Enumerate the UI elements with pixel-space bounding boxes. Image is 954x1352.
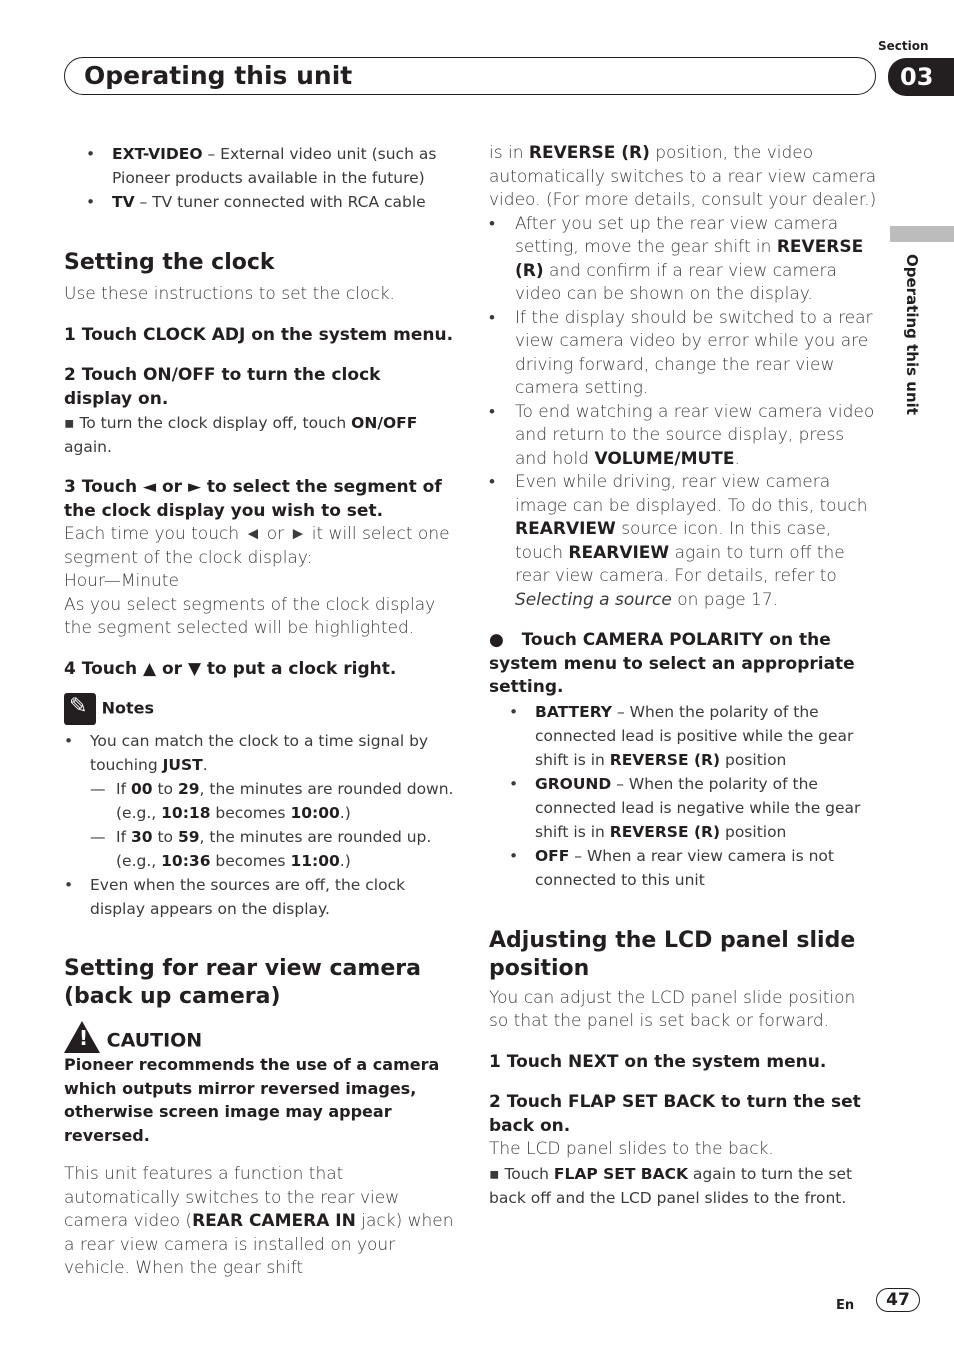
notes-header: ✎ Notes	[64, 693, 454, 725]
clock-step-3-body: Hour—Minute	[64, 571, 179, 591]
lcd-body: The LCD panel slides to the back.	[489, 1139, 774, 1159]
left-column	[64, 142, 454, 1281]
side-tab-label: Operating this unit	[903, 254, 921, 415]
clock-step-2: 2 Touch ON/OFF to turn the clock display on.	[64, 365, 381, 409]
clock-heading: Setting the clock	[64, 250, 275, 275]
lcd-note: ▪ Touch FLAP SET BACK again to turn the set back off and the LCD panel slides to the front.	[489, 1164, 853, 1207]
camera-body: This unit features a function that automatically switches to the rear view camera video (REAR CAMERA IN jack) when a rear view camera is installed on your vehicle. When the gear shift	[64, 1164, 454, 1278]
caution-header: ! CAUTION	[64, 1021, 454, 1053]
language-label: En	[836, 1298, 855, 1313]
lcd-heading: Adjusting the LCD panel slide position	[489, 927, 856, 981]
note-sub-item: — If 00 to 29, the minutes are rounded down. (e.g., 10:18 becomes 10:00.)	[90, 780, 454, 822]
lcd-step-2: 2 Touch FLAP SET BACK to turn the set back on.	[489, 1092, 861, 1136]
side-tab-marker	[890, 226, 954, 242]
caution-text: Pioneer recommends the use of a camera which outputs mirror reversed images, otherwise screen image may appear reversed.	[64, 1055, 440, 1145]
polarity-option: • BATTERY – When the polarity of the connected lead is positive while the gear shift is in REVERSE (R) position	[509, 702, 854, 769]
polarity-option: • OFF – When a rear view camera is not connected to this unit	[509, 846, 834, 889]
list-item: • If the display should be switched to a rear view camera video by error while you are driving forward, change the rear view camera setting.	[489, 307, 873, 398]
right-column	[489, 142, 879, 1210]
list-item: • To end watching a rear view camera video and return to the source display, press and hold VOLUME/MUTE.	[489, 401, 875, 469]
note-item: • Even when the sources are off, the clock display appears on the display.	[64, 876, 406, 918]
polarity-step: ● Touch CAMERA POLARITY on the system menu to select an appropriate setting.	[489, 630, 855, 697]
note-pencil-icon	[64, 693, 96, 725]
lcd-intro: You can adjust the LCD panel slide position so that the panel is set back or forward.	[489, 987, 856, 1031]
lcd-step-1: 1 Touch NEXT on the system menu.	[489, 1051, 827, 1072]
clock-step-3-body: Each time you touch ◄ or ► it will select one segment of the clock display:	[64, 524, 450, 568]
clock-step-3-body: As you select segments of the clock display the segment selected will be highlighted.	[64, 594, 436, 638]
section-number: 03	[888, 58, 954, 96]
camera-body-cont: is in REVERSE (R) position, the video automatically switches to a rear view camera video. (For more details, consult your dealer.)	[489, 143, 877, 210]
clock-step-4: 4 Touch ▲ or ▼ to put a clock right.	[64, 658, 397, 679]
warning-icon: !	[64, 1021, 100, 1053]
clock-step-1: 1 Touch CLOCK ADJ on the system menu.	[64, 324, 454, 345]
camera-heading: Setting for rear view camera (back up camera)	[64, 956, 421, 1009]
page-title: Operating this unit	[84, 61, 353, 90]
note-sub-item: — If 30 to 59, the minutes are rounded up. (e.g., 10:36 becomes 11:00.)	[90, 828, 432, 870]
clock-step-3: 3 Touch ◄ or ► to select the segment of the clock display you wish to set.	[64, 477, 442, 521]
list-item: • After you set up the rear view camera setting, move the gear shift in REVERSE (R) and confirm if a rear view camera video can be shown on the display.	[489, 213, 864, 304]
list-item: • Even while driving, rear view camera image can be displayed. To do this, touch REARVIEW source icon. In this case, touch REARVIEW again to turn off the rear view camera. For details, refer to Selecting a source on page 17.	[489, 472, 868, 610]
list-item: • EXT-VIDEO – External video unit (such as Pioneer products available in the future)	[86, 145, 437, 187]
page-number: 47	[876, 1288, 920, 1312]
section-label: Section	[878, 39, 929, 53]
polarity-option: • GROUND – When the polarity of the connected lead is negative while the gear shift is in REVERSE (R) position	[509, 774, 861, 841]
list-item: • TV – TV tuner connected with RCA cable	[86, 193, 426, 211]
clock-intro: Use these instructions to set the clock.	[64, 284, 395, 304]
note-item: • You can match the clock to a time signal by touching JUST.	[64, 732, 429, 774]
clock-step-2-note: ▪ To turn the clock display off, touch ON/OFF again.	[64, 414, 418, 456]
